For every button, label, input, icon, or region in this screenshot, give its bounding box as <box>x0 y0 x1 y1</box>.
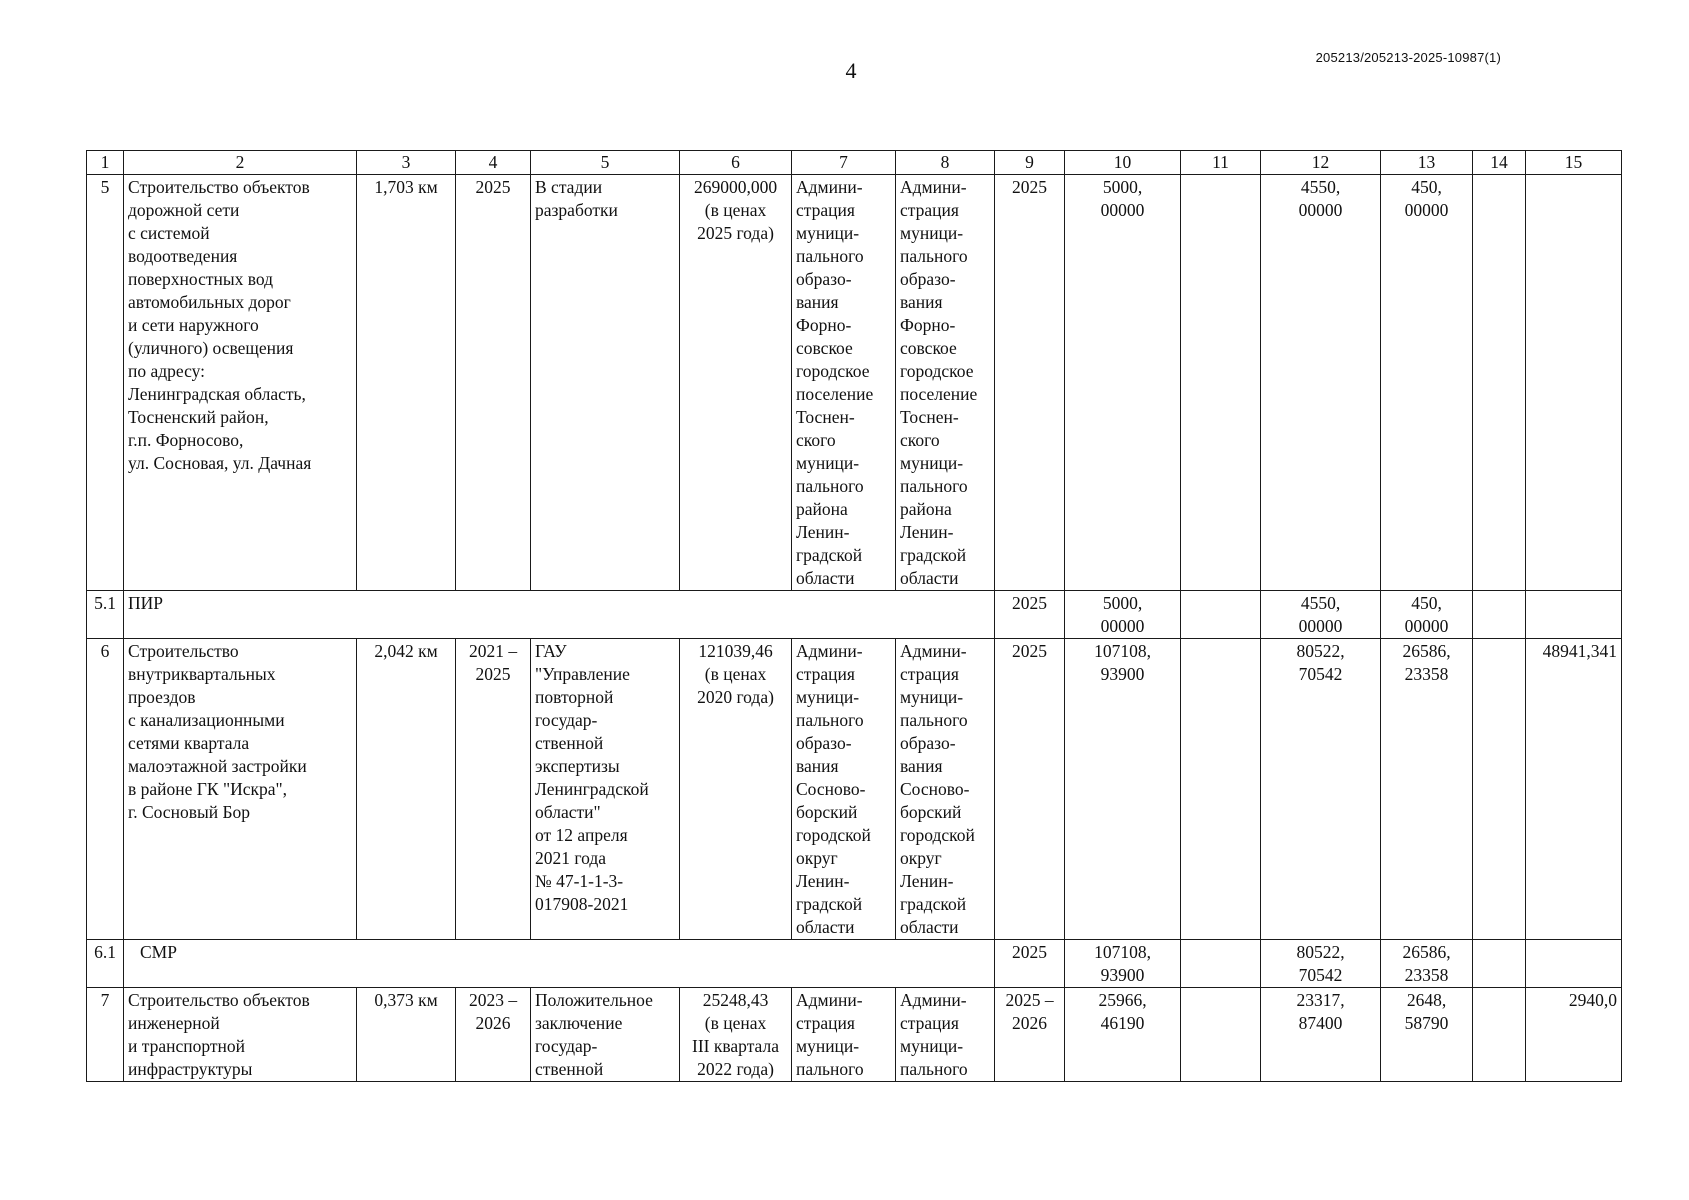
header-cell: 14 <box>1473 151 1526 175</box>
header-cell: 11 <box>1181 151 1261 175</box>
remaining-cost-cell: 2940,0 <box>1526 988 1622 1082</box>
year-cell: 2025 <box>995 591 1065 639</box>
header-cell: 6 <box>680 151 792 175</box>
table-row <box>87 940 1622 988</box>
capacity-cell: 2,042 км <box>357 639 456 940</box>
owner-cell: Админи- страция муници- пального образо- вания Сосново- борский городской округ Ленин- градской области <box>896 639 995 940</box>
total-cell: 25966, 46190 <box>1065 988 1181 1082</box>
capacity-cell: 1,703 км <box>357 175 456 591</box>
remaining-cost-cell <box>1526 175 1622 591</box>
local-budget-cell: 450, 00000 <box>1381 175 1473 591</box>
header-cell: 3 <box>357 151 456 175</box>
remaining-cost-cell <box>1526 591 1622 639</box>
header-cell: 10 <box>1065 151 1181 175</box>
regional-budget-cell: 23317, 87400 <box>1261 988 1381 1082</box>
expertise-cell: ГАУ "Управление повторной государ- ственной экспертизы Ленинградской области" от 12 апреля 2021 года № 47-1-1-3- 017908-2021 <box>531 639 680 940</box>
year-cell: 2025 <box>995 940 1065 988</box>
estimated-cost-cell: 25248,43 (в ценах III квартала 2022 года) <box>680 988 792 1082</box>
regional-budget-cell: 80522, 70542 <box>1261 639 1381 940</box>
other-sources-cell <box>1473 639 1526 940</box>
header-cell: 5 <box>531 151 680 175</box>
header-cell: 2 <box>124 151 357 175</box>
expertise-cell: Положительное заключение государ- ственной <box>531 988 680 1082</box>
other-sources-cell <box>1473 591 1526 639</box>
federal-budget-cell <box>1181 940 1261 988</box>
other-sources-cell <box>1473 175 1526 591</box>
local-budget-cell: 26586, 23358 <box>1381 940 1473 988</box>
year-cell: 2025 <box>995 175 1065 591</box>
remaining-cost-cell: 48941,341 <box>1526 639 1622 940</box>
total-cell: 5000, 00000 <box>1065 591 1181 639</box>
header-cell: 7 <box>792 151 896 175</box>
total-cell: 107108, 93900 <box>1065 940 1181 988</box>
total-cell: 5000, 00000 <box>1065 175 1181 591</box>
stage-label-cell: СМР <box>124 940 995 988</box>
customer-cell: Админи- страция муници- пального образо- вания Сосново- борский городской округ Ленин- градской области <box>792 639 896 940</box>
row-number-cell: 5.1 <box>87 591 124 639</box>
row-number-cell: 5 <box>87 175 124 591</box>
header-cell: 13 <box>1381 151 1473 175</box>
local-budget-cell: 2648, 58790 <box>1381 988 1473 1082</box>
object-name-cell: Строительство объектов дорожной сети с системой водоотведения поверхностных вод автомобильных дорог и сети наружного (уличного) освещения по адресу: Ленинградская область, Тосненский район, г.п. Форносово, ул. Сосновая, ул. Дачная <box>124 175 357 591</box>
year-cell: 2025 – 2026 <box>995 988 1065 1082</box>
regional-budget-cell: 4550, 00000 <box>1261 175 1381 591</box>
local-budget-cell: 26586, 23358 <box>1381 639 1473 940</box>
row-number-cell: 6 <box>87 639 124 940</box>
page-number: 4 <box>845 58 857 83</box>
header-cell: 1 <box>87 151 124 175</box>
table-row <box>87 591 1622 639</box>
document-code: 205213/205213-2025-10987(1) <box>1315 50 1501 65</box>
period-cell: 2023 – 2026 <box>456 988 531 1082</box>
customer-cell: Админи- страция муници- пального образо- вания Форно- совское городское поселение Тоснен- ского муници- пального района Ленин- градской области <box>792 175 896 591</box>
table-row <box>87 175 1622 591</box>
total-cell: 107108, 93900 <box>1065 639 1181 940</box>
table-row <box>87 988 1622 1082</box>
other-sources-cell <box>1473 988 1526 1082</box>
period-cell: 2021 – 2025 <box>456 639 531 940</box>
local-budget-cell: 450, 00000 <box>1381 591 1473 639</box>
main-table <box>86 150 1622 1082</box>
year-cell: 2025 <box>995 639 1065 940</box>
federal-budget-cell <box>1181 639 1261 940</box>
estimated-cost-cell: 269000,000 (в ценах 2025 года) <box>680 175 792 591</box>
federal-budget-cell <box>1181 175 1261 591</box>
row-number-cell: 6.1 <box>87 940 124 988</box>
period-cell: 2025 <box>456 175 531 591</box>
estimated-cost-cell: 121039,46 (в ценах 2020 года) <box>680 639 792 940</box>
remaining-cost-cell <box>1526 940 1622 988</box>
header-row <box>87 151 1622 175</box>
federal-budget-cell <box>1181 988 1261 1082</box>
table-row <box>87 639 1622 940</box>
owner-cell: Админи- страция муници- пального <box>896 988 995 1082</box>
federal-budget-cell <box>1181 591 1261 639</box>
capacity-cell: 0,373 км <box>357 988 456 1082</box>
row-number-cell: 7 <box>87 988 124 1082</box>
header-cell: 4 <box>456 151 531 175</box>
object-name-cell: Строительство объектов инженерной и транспортной инфраструктуры <box>124 988 357 1082</box>
expertise-cell: В стадии разработки <box>531 175 680 591</box>
owner-cell: Админи- страция муници- пального образо- вания Форно- совское городское поселение Тоснен- ского муници- пального района Ленин- градской области <box>896 175 995 591</box>
header-cell: 9 <box>995 151 1065 175</box>
header-cell: 12 <box>1261 151 1381 175</box>
object-name-cell: Строительство внутриквартальных проездов с канализационными сетями квартала малоэтажной застройки в районе ГК "Искра", г. Сосновый Бор <box>124 639 357 940</box>
regional-budget-cell: 80522, 70542 <box>1261 940 1381 988</box>
stage-label-cell: ПИР <box>124 591 995 639</box>
header-cell: 15 <box>1526 151 1622 175</box>
other-sources-cell <box>1473 940 1526 988</box>
customer-cell: Админи- страция муници- пального <box>792 988 896 1082</box>
header-cell: 8 <box>896 151 995 175</box>
regional-budget-cell: 4550, 00000 <box>1261 591 1381 639</box>
